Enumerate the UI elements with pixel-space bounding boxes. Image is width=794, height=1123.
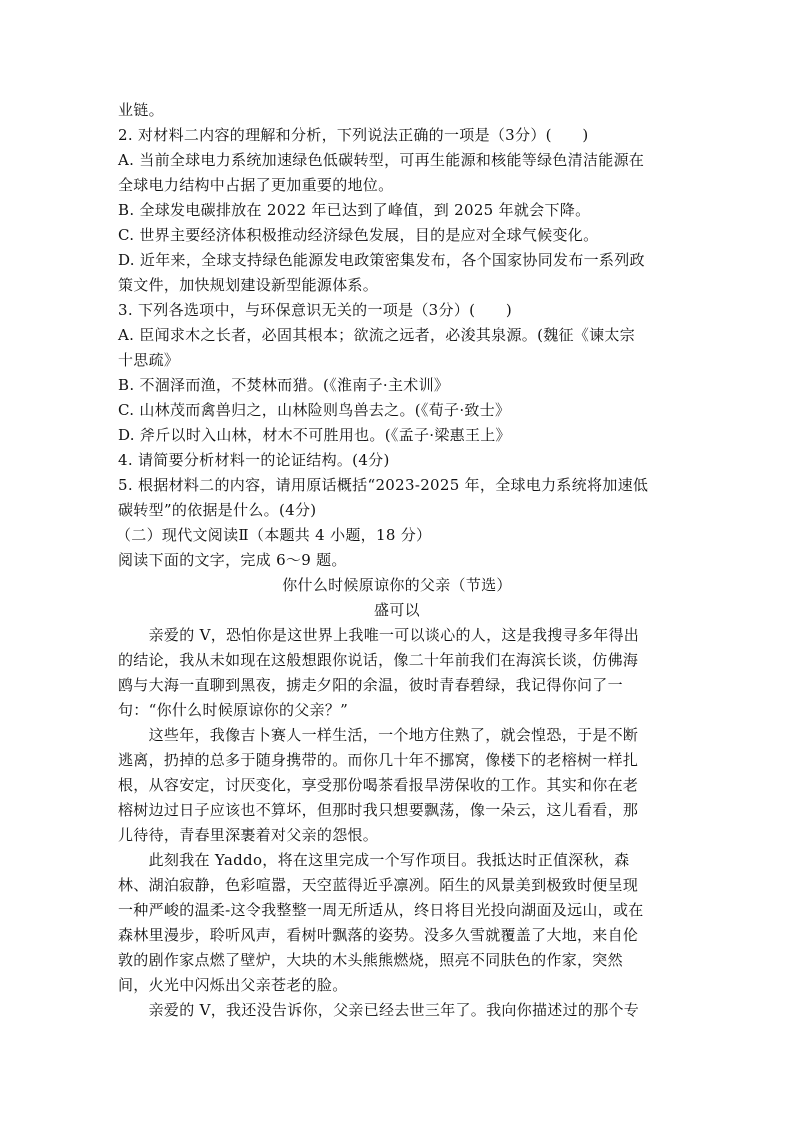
question-3-option-c: C. 山林茂而禽兽归之，山林险则鸟兽去之。(《荀子·致士》 <box>118 401 511 419</box>
section-heading: （二）现代文阅读Ⅱ（本题共 4 小题，18 分） <box>116 526 432 544</box>
paragraph-line: 敦的剧作家点燃了壁炉，大块的木头熊熊燃烧，照亮不同肤色的作家，突然 <box>118 951 623 969</box>
paragraph-line: 逃离，扔掉的总多于随身携带的。而你几十年不挪窝，像楼下的老榕树一样扎 <box>118 751 639 769</box>
question-3-option-b: B. 不涸泽而渔，不焚林而猎。(《淮南子·主术训》 <box>118 376 450 394</box>
paragraph-line: 此刻我在 Yaddo，将在这里完成一个写作项目。我抵达时正值深秋，森 <box>118 851 630 869</box>
paragraph-line: 鸥与大海一直聊到黑夜，掳走夕阳的余温，彼时青春碧绿，我记得你问了一 <box>118 676 623 694</box>
question-3-option-d: D. 斧斤以时入山林，材木不可胜用也。(《孟子·梁惠王上》 <box>118 426 511 444</box>
question-2-option-a-cont: 全球电力结构中占据了更加重要的地位。 <box>118 176 394 194</box>
question-2-option-d: D. 近年来，全球支持绿色能源发电政策密集发布，各个国家协同发布一系列政 <box>118 251 645 269</box>
text-line-continuation: 业链。 <box>118 101 164 119</box>
paragraph-line: 亲爱的 V，我还没告诉你，父亲已经去世三年了。我向你描述过的那个专 <box>118 1001 640 1019</box>
question-2-option-a: A. 当前全球电力系统加速绿色低碳转型，可再生能源和核能等绿色清洁能源在 <box>118 151 645 169</box>
section-instruction: 阅读下面的文字，完成 6～9 题。 <box>118 551 347 569</box>
question-5: 5. 根据材料二的内容，请用原话概括“2023-2025 年，全球电力系统将加速低 <box>118 476 649 494</box>
article-title: 你什么时候原谅你的父亲（节选） <box>282 576 512 594</box>
question-3-option-a-cont: 十思疏》 <box>118 351 180 369</box>
question-2-option-c: C. 世界主要经济体积极推动经济绿色发展，目的是应对全球气候变化。 <box>118 226 599 244</box>
question-4: 4. 请简要分析材料一的论证结构。(4分) <box>118 451 390 469</box>
paragraph-line: 林、湖泊寂静，色彩喧嚣，天空蓝得近乎凛冽。陌生的风景美到极致时便呈现 <box>118 876 639 894</box>
paragraph-line: 一种严峻的温柔-这令我整整一周无所适从，终日将目光投向湖面及远山，或在 <box>118 901 644 919</box>
question-5-cont: 碳转型”的依据是什么。(4分) <box>118 501 317 519</box>
paragraph-line: 句：“你什么时候原谅你的父亲？” <box>118 701 349 719</box>
article-author: 盛可以 <box>374 601 420 619</box>
paragraph-line: 这些年，我像吉卜赛人一样生活，一个地方住熟了，就会惶恐，于是不断 <box>118 726 639 744</box>
question-3-option-a: A. 臣闻求木之长者，必固其根本；欲流之远者，必浚其泉源。(魏征《谏太宗 <box>118 326 636 344</box>
question-2-stem: 2. 对材料二内容的理解和分析，下列说法正确的一项是（3分）( ) <box>118 126 589 144</box>
paragraph-line: 根，从容安定，讨厌变化，享受那份喝茶看报旱涝保收的工作。其实和你在老 <box>118 776 639 794</box>
paragraph-line: 森林里漫步，聆听风声，看树叶飘落的姿势。没多久雪就覆盖了大地，来自伦 <box>118 926 639 944</box>
paragraph-line: 的结论，我从未如现在这般想跟你说话，像二十年前我们在海滨长谈，仿佛海 <box>118 651 639 669</box>
paragraph-line: 榕树边过日子应该也不算坏，但那时我只想要飘荡，像一朵云，这儿看看，那 <box>118 801 639 819</box>
question-3-stem: 3. 下列各选项中，与环保意识无关的一项是（3分）( ) <box>118 301 513 319</box>
question-2-option-b: B. 全球发电碳排放在 2022 年已达到了峰值，到 2025 年就会下降。 <box>118 201 591 219</box>
question-2-option-d-cont: 策文件，加快规划建设新型能源体系。 <box>118 276 379 294</box>
paragraph-line: 亲爱的 V，恐怕你是这世界上我唯一可以谈心的人，这是我搜寻多年得出 <box>118 626 640 644</box>
paragraph-line: 间，火光中闪烁出父亲苍老的脸。 <box>118 976 348 994</box>
paragraph-line: 儿待待，青春里深裹着对父亲的怨恨。 <box>118 826 379 844</box>
